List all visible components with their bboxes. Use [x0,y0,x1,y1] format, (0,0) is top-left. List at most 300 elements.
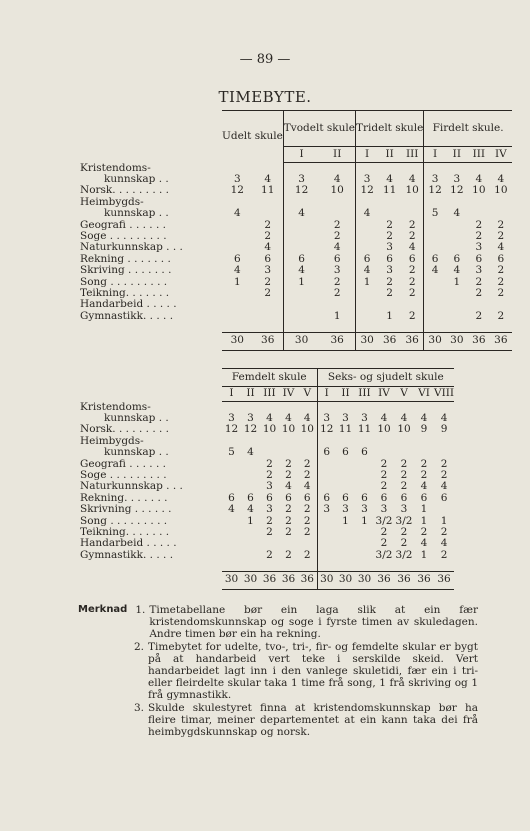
hours-cell: 6 [497,252,505,265]
subject-label: Skrivning . . . . . . [80,503,172,516]
hours-cell: 4 [298,413,317,424]
hours-cell [317,550,336,561]
class-header: I [317,387,336,402]
hours-cell: 2 [440,525,448,538]
hours-cell: 4 [253,242,284,253]
hours-cell: 2 [253,220,284,231]
hours-cell: 6 [361,491,368,504]
hours-cell: 4 [453,207,461,220]
subject-label: Gymnastikk. . . . . [80,548,174,561]
hours-cell: 12 [428,184,442,197]
sum-cell: 36 [401,332,424,350]
hours-cell: 2 [440,468,448,481]
hours-cell [374,436,394,447]
hours-cell [279,436,298,447]
hours-cell: 2 [400,480,408,493]
sum-cell: 30 [222,332,253,350]
hours-cell: 10 [298,424,317,435]
timetable-1 [78,110,512,351]
hours-cell [401,208,424,219]
table-row [78,550,454,561]
hours-cell: 1 [342,514,349,527]
subject-label: Song . . . . . . . . . [80,275,168,288]
hours-cell: 10 [401,185,424,196]
hours-cell: 2 [400,457,408,470]
hours-cell [336,527,355,538]
hours-cell: 6 [361,446,368,459]
hours-cell [490,197,512,208]
hours-cell [394,436,414,447]
table-row [78,447,454,458]
hours-cell: 10 [472,184,486,197]
hours-cell [356,231,379,242]
hours-cell: 2 [401,220,424,231]
hours-cell: 2 [253,231,284,242]
hours-cell [317,459,336,470]
hours-cell [424,277,446,288]
class-header: VIII [434,387,454,402]
hours-cell: 2 [380,525,388,538]
hours-cell: 10 [377,423,391,436]
subject-label: Naturkunnskap . . . [80,480,183,493]
class-header: V [298,387,317,402]
hours-cell: 2 [380,457,388,470]
hours-cell: 2 [420,457,428,470]
hours-cell: 2 [475,309,483,322]
hours-cell [222,516,241,527]
hours-cell: 6 [431,252,439,265]
hours-cell [356,311,379,322]
class-header: III [401,147,424,163]
hours-cell: 3 [453,172,461,185]
sum-cell: 36 [414,571,434,589]
hours-cell: 3 [233,172,241,185]
hours-cell: 2 [285,468,292,481]
hours-cell: 2 [440,548,448,561]
header-seks-sjudelt: Seks- og sjudelt skule [317,369,454,387]
hours-cell: 2 [400,537,408,550]
hours-cell: 4 [363,207,371,220]
hours-cell: 2 [400,525,408,538]
subject-label: Naturkunnskap . . . [80,241,183,254]
hours-cell [355,538,374,549]
hours-cell [424,299,446,310]
hours-cell: 2 [401,265,424,276]
sum-cell: 30 [317,571,336,589]
hours-cell [355,470,374,481]
hours-cell: 6 [380,491,388,504]
hours-cell: 6 [400,491,408,504]
hours-cell [356,288,379,299]
hours-cell: 6 [323,491,331,504]
subject-label: Handarbeid . . . . . [80,537,177,550]
hours-cell: 2 [285,503,292,516]
hours-cell [283,231,319,242]
hours-cell: 4 [401,174,424,185]
hours-cell: 1 [386,309,393,322]
hours-cell: 5 [228,446,235,459]
hours-cell [298,436,317,447]
hours-cell [222,311,253,322]
subject-label: kunnskap . . [104,172,169,185]
hours-cell: 2 [497,286,505,299]
hours-cell: 1 [363,275,371,288]
hours-cell [317,538,336,549]
sum-cell: 30 [424,332,446,350]
hours-cell: 4 [440,480,448,493]
hours-cell: 1 [319,311,355,322]
hours-cell: 4 [453,264,461,277]
hours-cell [336,459,355,470]
hours-cell: 2 [298,550,317,561]
hours-cell: 2 [401,277,424,288]
hours-cell [336,538,355,549]
sum-cell: 36 [298,571,317,589]
hours-cell: 4 [440,537,448,550]
hours-cell [241,459,260,470]
hours-cell: 2 [266,525,273,538]
hours-cell [424,288,446,299]
hours-cell: 12 [294,184,309,197]
sum-cell: 30 [355,571,374,589]
hours-cell: 2 [497,229,505,242]
class-header: II [378,147,401,163]
hours-cell: 3 [319,265,355,276]
hours-cell: 10 [494,184,508,197]
hours-cell [446,231,468,242]
hours-cell: 2 [253,277,284,288]
hours-cell [490,208,512,219]
note-number: 2. [133,640,144,653]
hours-cell [414,436,434,447]
hours-cell: 4 [298,264,305,277]
sum-cell: 36 [378,332,401,350]
subject-label: Norsk. . . . . . . . . [80,184,170,197]
hours-cell: 6 [386,252,393,265]
hours-cell [317,527,336,538]
hours-cell: 12 [243,423,258,436]
hours-cell: 2 [319,277,355,288]
hours-cell [283,311,319,322]
hours-cell: 3 [386,264,393,277]
header-firdelt: Firdelt skule. [424,111,512,147]
hours-cell: 2 [285,457,292,470]
hours-cell: 4 [431,264,439,277]
hours-cell [222,538,241,549]
hours-cell: 2 [475,229,483,242]
hours-cell [394,447,414,458]
subject-label: Handarbeid . . . . . [80,298,177,311]
hours-cell [317,516,336,527]
hours-cell: 2 [298,516,317,527]
hours-cell: 3/2 [375,514,393,527]
hours-cell [336,470,355,481]
class-header: III [355,387,374,402]
subject-label: kunnskap . . [104,446,169,459]
class-header: I [356,147,379,163]
sum-cell: 36 [253,332,284,350]
hours-cell: 3 [266,480,273,493]
hours-cell [222,550,241,561]
hours-cell: 1 [420,548,428,561]
hours-cell: 6 [342,491,349,504]
table-row [78,185,512,196]
sum-cell: 36 [468,332,490,350]
hours-cell: 6 [266,491,273,504]
hours-cell: 4 [497,172,505,185]
hours-cell: 1 [233,275,241,288]
hours-cell: 2 [266,457,273,470]
hours-cell [424,311,446,322]
class-header: III [260,387,279,402]
hours-cell: 4 [233,264,241,277]
hours-cell: 2 [319,220,355,231]
hours-cell: 4 [266,411,273,424]
table-row [78,504,454,515]
hours-cell: 4 [247,446,254,459]
hours-cell: 2 [475,286,483,299]
note-number: 3. [133,701,144,714]
hours-cell [434,447,454,458]
sum-cell: 30 [336,571,355,589]
hours-cell [424,231,446,242]
hours-cell: 3 [342,411,349,424]
hours-cell [222,527,241,538]
hours-cell: 2 [319,288,355,299]
hours-cell: 2 [253,288,284,299]
hours-cell [355,459,374,470]
hours-cell: 3 [298,172,305,185]
sum-cell: 30 [283,332,319,350]
note-text: Timetabellane bør ein laga slik at ein fær kristendomskunnskap og soge i fyrste timen av skuledagen. Andre timen bør ein ha rekning. [149,604,478,641]
sum-cell: 30 [241,571,260,589]
hours-cell: 4 [420,480,428,493]
hours-cell: 12 [224,423,239,436]
hours-cell: 2 [401,288,424,299]
hours-cell: 4 [298,481,317,492]
hours-cell [253,208,284,219]
hours-cell: 1 [420,503,428,516]
hours-cell: 6 [233,252,241,265]
subject-label: Geografi . . . . . . [80,218,166,231]
hours-cell: 2 [285,548,292,561]
hours-cell: 4 [247,503,254,516]
hours-cell: 3/2 [395,514,413,527]
hours-cell: 10 [397,423,411,436]
subject-label: Teikning. . . . . . . [80,286,170,299]
hours-cell: 2 [380,480,388,493]
hours-cell [356,299,379,310]
hours-cell: 4 [475,172,483,185]
hours-cell [336,550,355,561]
hours-cell: 3 [266,503,273,516]
hours-cell: 3 [323,411,331,424]
hours-cell: 2 [497,264,505,277]
hours-cell: 2 [386,275,393,288]
subject-label: kunnskap . . [104,207,169,220]
hours-cell: 1 [453,275,461,288]
subject-label: Soge . . . . . . . . . [80,468,167,481]
hours-cell: 4 [363,264,371,277]
hours-cell [222,288,253,299]
hours-cell: 9 [440,423,448,436]
page-title: TIMEBYTE. [218,88,312,106]
sum-cell: 36 [279,571,298,589]
sum-cell: 36 [434,571,454,589]
hours-cell [298,447,317,458]
hours-cell: 3 [363,172,371,185]
subject-label: kunnskap . . [104,411,169,424]
hours-cell: 2 [386,229,393,242]
class-header: II [319,147,355,163]
hours-cell: 1 [361,514,368,527]
hours-cell [253,299,284,310]
class-header: I [283,147,319,163]
hours-cell: 3 [228,411,235,424]
hours-cell: 3 [342,503,349,516]
hours-cell: 2 [266,514,273,527]
hours-cell: 12 [320,423,334,436]
hours-cell: 2 [266,468,273,481]
hours-cell [446,288,468,299]
hours-cell: 6 [319,254,355,265]
hours-cell: 2 [440,457,448,470]
hours-cell [378,197,401,208]
subject-label: Geografi . . . . . . [80,457,166,470]
hours-cell: 6 [247,491,254,504]
hours-cell [253,311,284,322]
hours-cell: 2 [497,218,505,231]
header-udelt: Udelt skule [222,111,283,163]
hours-cell: 3 [247,411,254,424]
sum-cell: 36 [319,332,355,350]
hours-cell [414,447,434,458]
hours-cell: 3/2 [375,548,393,561]
sum-cell: 30 [446,332,468,350]
subject-label: Skriving . . . . . . . [80,264,172,277]
hours-cell [222,231,253,242]
page-number: — 89 — [239,52,291,67]
hours-cell [283,220,319,231]
hours-cell: 4 [401,242,424,253]
hours-cell: 1 [247,514,254,527]
subject-label: Soge . . . . . . . . . [80,229,167,242]
hours-cell [355,527,374,538]
note-text: Timebytet for udelte, tvo-, tri-, fir- og femdelte skular er bygt på at handarbeid vert teke i serskilde skeid. Vert handarbeidet lagt inn i den vanlege skuletidi, fær ein i tri- eller fleirdelte skular taka 1 time frå song, 1 frå skriving og 1 frå gymnastikk. [148,640,478,702]
hours-cell: 4 [380,411,388,424]
hours-cell: 2 [420,468,428,481]
class-header: I [424,147,446,163]
hours-cell [222,470,241,481]
hours-cell [317,470,336,481]
hours-cell: 2 [401,311,424,322]
hours-cell: 6 [440,491,448,504]
hours-cell: 6 [475,252,483,265]
hours-cell: 2 [380,537,388,550]
hours-cell: 4 [440,411,448,424]
sum-cell: 36 [394,571,414,589]
header-tvodelt: Tvodelt skule [283,111,355,147]
hours-cell: 2 [266,548,273,561]
hours-cell: 2 [420,525,428,538]
hours-cell [241,538,260,549]
hours-cell: 6 [453,252,461,265]
subject-label: Kristendoms- [80,161,151,174]
hours-cell: 6 [401,254,424,265]
hours-cell [468,208,490,219]
hours-cell: 12 [450,184,464,197]
hours-cell: 4 [319,174,355,185]
hours-cell [356,220,379,231]
sum-cell: 36 [490,332,512,350]
hours-cell: 6 [323,446,331,459]
hours-cell: 2 [497,309,505,322]
hours-cell [434,436,454,447]
hours-cell [424,220,446,231]
hours-cell: 11 [253,185,284,196]
hours-cell: 2 [401,231,424,242]
hours-cell [374,447,394,458]
hours-cell [241,470,260,481]
hours-cell: 4 [497,241,505,254]
hours-cell [446,299,468,310]
class-header: IV [374,387,394,402]
hours-cell: 2 [386,218,393,231]
hours-cell: 11 [338,423,353,436]
class-header: V [394,387,414,402]
subject-label: Kristendoms- [80,400,151,413]
subject-label: Norsk. . . . . . . . . [80,423,170,436]
sum-cell: 36 [374,571,394,589]
hours-cell: 2 [400,468,408,481]
sum-cell: 30 [356,332,379,350]
hours-cell: 4 [228,503,235,516]
subject-label: Heimbygds- [80,195,144,208]
subject-label: Song . . . . . . . . . [80,514,168,527]
hours-cell: 2 [380,468,388,481]
hours-cell: 3 [361,411,368,424]
hours-cell: 4 [400,411,408,424]
hours-cell: 10 [262,423,277,436]
hours-cell [378,208,401,219]
hours-cell: 2 [386,286,393,299]
hours-cell: 3 [475,241,483,254]
hours-cell: 3/2 [395,548,413,561]
hours-cell [241,550,260,561]
hours-cell: 9 [420,423,428,436]
hours-cell: 4 [420,537,428,550]
notes-heading: Merknad [78,604,128,615]
hours-cell [222,459,241,470]
hours-cell: 3 [253,265,284,276]
notes-section [78,604,478,738]
hours-cell: 4 [298,207,305,220]
class-header: II [446,147,468,163]
hours-cell [279,447,298,458]
hours-cell: 5 [431,207,439,220]
hours-cell: 2 [319,231,355,242]
class-header: II [241,387,260,402]
table-row [78,424,454,435]
hours-cell [355,550,374,561]
hours-cell: 2 [497,275,505,288]
hours-cell [446,220,468,231]
subject-label: Rekning. . . . . . . [80,491,168,504]
hours-cell: 4 [420,411,428,424]
hours-cell: 2 [298,527,317,538]
hours-cell [319,197,355,208]
hours-cell: 6 [253,254,284,265]
